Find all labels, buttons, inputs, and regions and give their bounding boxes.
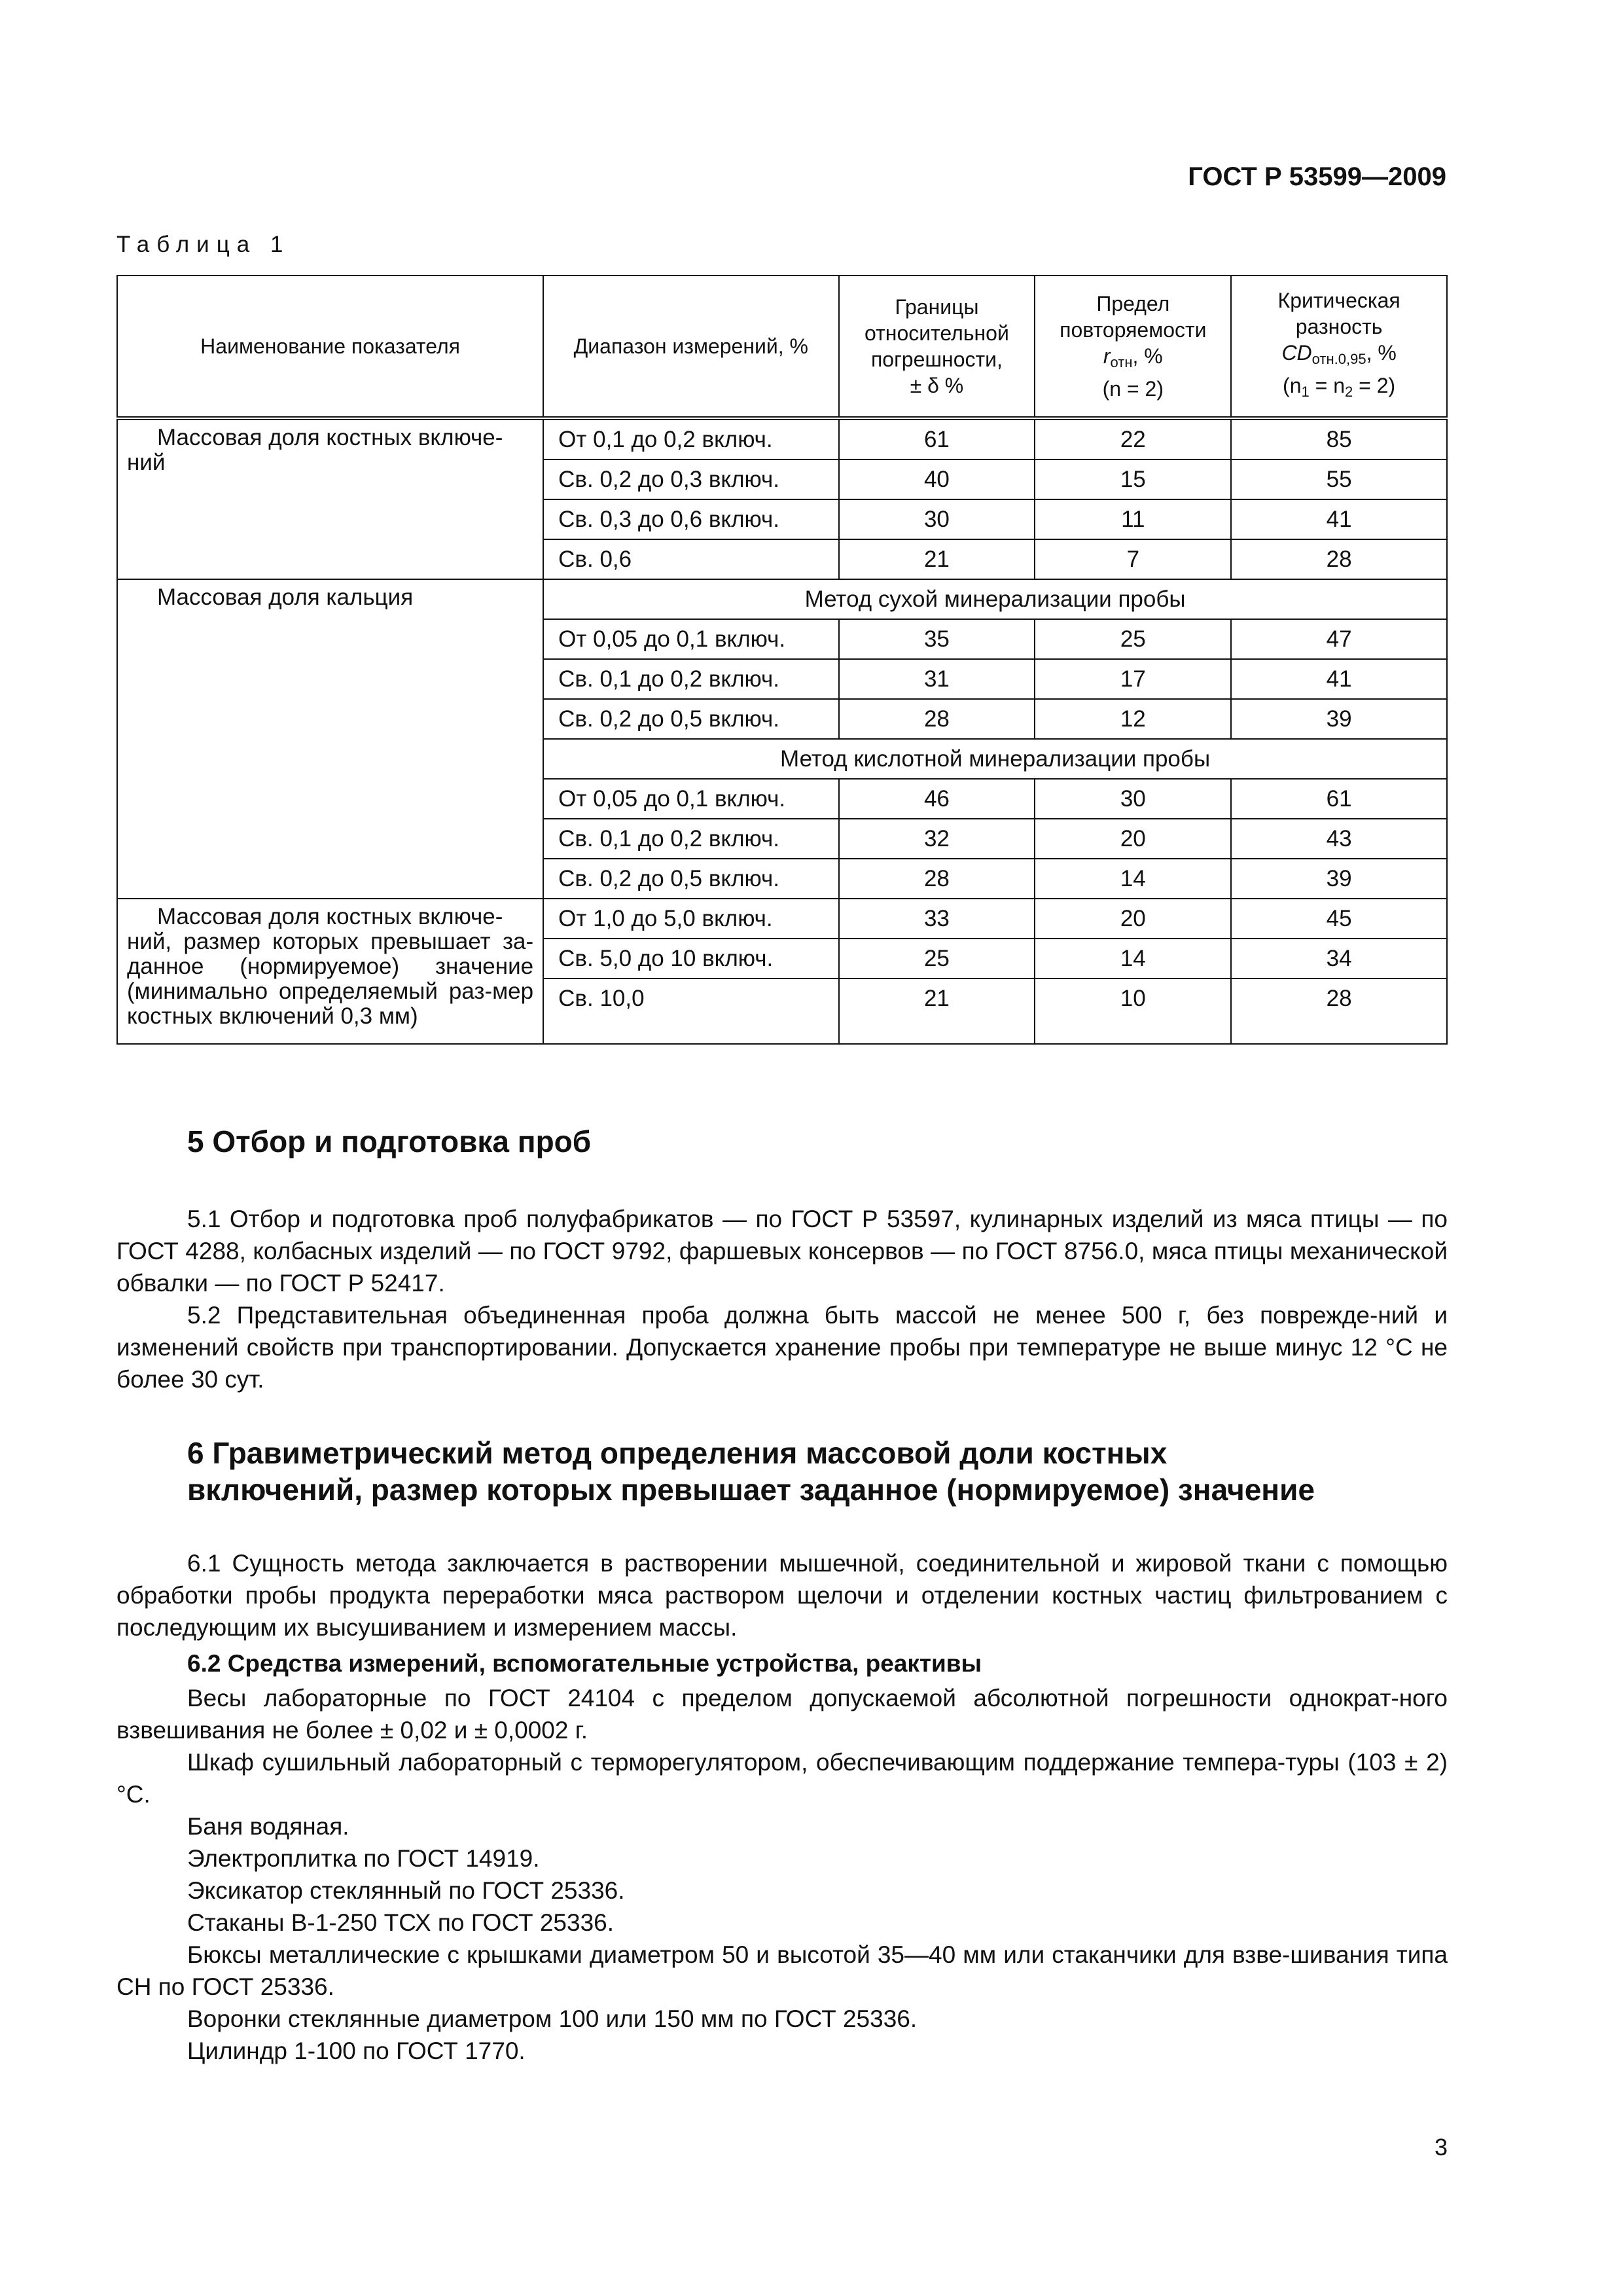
header-indicator-name: Наименование показателя [117,276,543,418]
r-cell: 20 [1035,899,1231,939]
r-cell: 20 [1035,819,1231,859]
method-dry-mineralization: Метод сухой минерализации пробы [543,579,1447,619]
range-cell: Св. 0,3 до 0,6 включ. [543,499,838,539]
table-row [117,418,1447,459]
delta-cell: 31 [839,659,1035,699]
cd-cell: 39 [1231,859,1447,899]
cd-cell: 28 [1231,978,1447,1044]
r-cell: 25 [1035,619,1231,659]
range-cell: От 1,0 до 5,0 включ. [543,899,838,939]
paragraph-6-1: 6.1 Сущность метода заключается в растворении мышечной, соединительной и жировой ткани с помощью обработки пробы продукта переработки мяса раствором щелочи и отделении костных частиц фильтрованием с последующим их высушиванием и измерением массы. [116,1550,1448,1641]
r-cell: 14 [1035,859,1231,899]
r-cell: 15 [1035,459,1231,499]
section-5-body [116,1203,1448,1395]
header-error-l1: Границы [895,295,979,319]
header-repeatability-limit [1035,276,1231,418]
cd-cell: 28 [1231,539,1447,579]
header-cd-n-mid: = n [1309,374,1346,397]
cd-cell: 41 [1231,659,1447,699]
method-acid-mineralization: Метод кислотной минерализации пробы [543,739,1447,779]
cd-cell: 43 [1231,819,1447,859]
range-cell: Св. 0,1 до 0,2 включ. [543,819,838,859]
table-1 [116,275,1448,1045]
range-cell: От 0,05 до 0,1 включ. [543,619,838,659]
header-rep-l1: Предел [1096,292,1170,315]
header-cd-tail: , % [1366,341,1397,365]
equipment-item: Эксикатор стеклянный по ГОСТ 25336. [187,1877,625,1904]
equipment-item: Весы лабораторные по ГОСТ 24104 с пределом допускаемой абсолютной погрешности однократ-ного взвешивания не более ± 0,02 и ± 0,0002 г. [116,1685,1448,1744]
delta-cell: 30 [839,499,1035,539]
table-row [117,579,1447,619]
cd-cell: 85 [1231,418,1447,459]
equipment-item: Стаканы В-1-250 ТСХ по ГОСТ 25336. [187,1909,614,1936]
range-cell: Св. 0,2 до 0,5 включ. [543,699,838,739]
range-cell: Св. 0,2 до 0,5 включ. [543,859,838,899]
range-cell: От 0,1 до 0,2 включ. [543,418,838,459]
cd-cell: 39 [1231,699,1447,739]
r-cell: 11 [1035,499,1231,539]
r-cell: 17 [1035,659,1231,699]
cd-cell: 41 [1231,499,1447,539]
cd-cell: 34 [1231,939,1447,978]
header-critical-difference [1231,276,1447,418]
delta-cell: 46 [839,779,1035,819]
cd-cell: 47 [1231,619,1447,659]
section-6-heading-line1: 6 Гравиметрический метод определения массовой доли костных [187,1436,1168,1470]
table-caption: Таблица 1 [116,232,291,257]
header-measurement-range: Диапазон измерений, % [543,276,838,418]
r-cell: 22 [1035,418,1231,459]
equipment-item: Цилиндр 1-100 по ГОСТ 1770. [187,2037,526,2064]
r-cell: 12 [1035,699,1231,739]
range-cell: Св. 5,0 до 10 включ. [543,939,838,978]
section-6-body [116,1547,1448,2067]
range-cell: От 0,05 до 0,1 включ. [543,779,838,819]
indicator-bone-inclusions: Массовая доля костных включе- ний [117,418,543,579]
r-cell: 7 [1035,539,1231,579]
table-row [117,899,1447,939]
range-cell: Св. 0,1 до 0,2 включ. [543,659,838,699]
r-cell: 14 [1035,939,1231,978]
equipment-item: Воронки стеклянные диаметром 100 или 150 мм по ГОСТ 25336. [187,2005,918,2032]
delta-cell: 25 [839,939,1035,978]
delta-cell: 40 [839,459,1035,499]
range-cell: Св. 0,6 [543,539,838,579]
section-5-heading: 5 Отбор и подготовка проб [187,1124,592,1158]
indicator-calcium: Массовая доля кальция [117,579,543,899]
header-cd-l1: Критическая [1277,289,1400,312]
delta-cell: 28 [839,859,1035,899]
delta-cell: 61 [839,418,1035,459]
equipment-item: Баня водяная. [187,1813,349,1840]
section-6-heading [187,1435,1448,1508]
header-rep-symbol: r [1103,344,1111,368]
table-header-row [117,276,1447,418]
header-error-l3: погрешности, [870,348,1003,371]
header-cd-n1: 1 [1301,384,1310,400]
delta-cell: 35 [839,619,1035,659]
header-rep-tail: , % [1132,344,1163,368]
subsection-6-2-heading: 6.2 Средства измерений, вспомогательные устройства, реактивы [187,1650,982,1677]
delta-cell: 32 [839,819,1035,859]
standard-number: ГОСТ Р 53599—2009 [1188,162,1446,191]
header-cd-subscript: отн.0,95 [1311,351,1366,367]
equipment-item: Электроплитка по ГОСТ 14919. [187,1845,540,1872]
header-error-l2: относительной [865,321,1009,345]
paragraph-5-1: 5.1 Отбор и подготовка проб полуфабрикатов — по ГОСТ Р 53597, кулинарных изделий из мяса птицы — по ГОСТ 4288, колбасных изделий — по ГОСТ 9792, фаршевых консервов — по ГОСТ 8756.0, мяса птицы механической обвалки — по ГОСТ Р 52417. [116,1206,1448,1297]
section-6-heading-line2: включений, размер которых превышает заданное (нормируемое) значение [187,1473,1315,1507]
header-rep-subscript: отн [1110,354,1133,370]
page-number: 3 [1434,2134,1448,2161]
range-cell: Св. 0,2 до 0,3 включ. [543,459,838,499]
header-cd-n-close: = 2) [1353,374,1396,397]
paragraph-5-2: 5.2 Представительная объединенная проба должна быть массой не менее 500 г, без поврежде-ний и изменений свойств при транспортировании. Допускается хранение пробы при температуре не выше минус 12 °С не более 30 сут. [116,1302,1448,1393]
delta-cell: 28 [839,699,1035,739]
header-rep-n: (n = 2) [1102,377,1164,401]
header-cd-n-open: (n [1283,374,1302,397]
cd-cell: 61 [1231,779,1447,819]
header-cd-n2: 2 [1345,384,1353,400]
cd-cell: 45 [1231,899,1447,939]
delta-cell: 21 [839,978,1035,1044]
equipment-item: Бюксы металлические с крышками диаметром 50 и высотой 35—40 мм или стаканчики для взве-шивания типа СН по ГОСТ 25336. [116,1941,1448,2000]
delta-cell: 21 [839,539,1035,579]
header-cd-l2: разность [1295,315,1383,338]
header-rep-l2: повторяемости [1060,318,1207,342]
header-cd-symbol: CD [1281,341,1312,365]
r-cell: 10 [1035,978,1231,1044]
cd-cell: 55 [1231,459,1447,499]
range-cell: Св. 10,0 [543,978,838,1044]
delta-cell: 33 [839,899,1035,939]
indicator-bone-inclusions-oversize: Массовая доля костных включе- ний, размер которых превышает за-данное (нормируемое) значение (минимально определяемый раз-мер костных включений 0,3 мм) [117,899,543,1044]
header-error-l4: ± δ % [910,374,964,397]
r-cell: 30 [1035,779,1231,819]
header-error-limits [839,276,1035,418]
equipment-item: Шкаф сушильный лабораторный с терморегулятором, обеспечивающим поддержание темпера-туры (103 ± 2) °С. [116,1749,1448,1808]
